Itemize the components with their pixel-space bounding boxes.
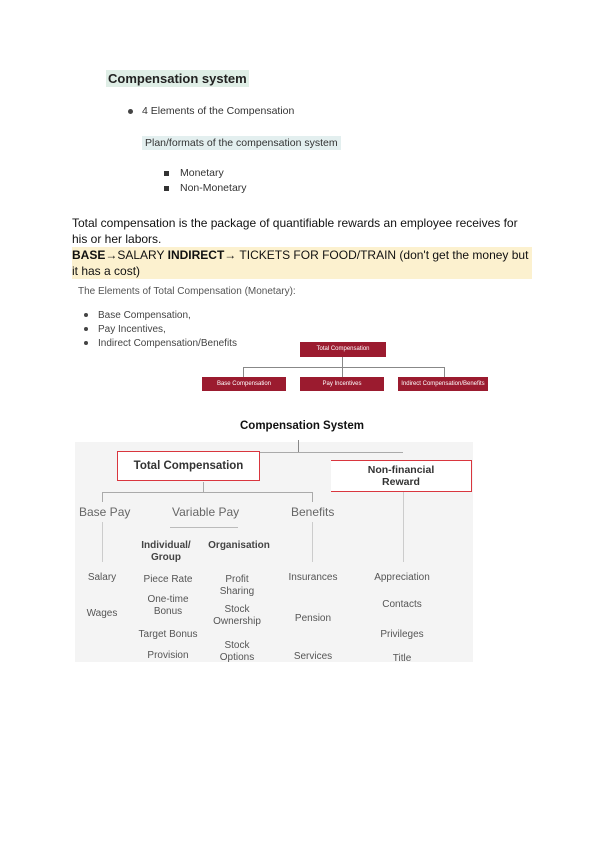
connector	[170, 527, 238, 528]
diagram-title: Compensation System	[240, 420, 364, 432]
item-appreciation: Appreciation	[374, 572, 430, 583]
item-title: Title	[392, 653, 412, 664]
connector	[312, 522, 313, 562]
connector	[403, 492, 404, 562]
item-salary: Salary	[87, 572, 117, 583]
connector	[243, 367, 244, 377]
connector	[342, 357, 343, 367]
connector	[243, 367, 444, 368]
sub-item-monetary: Monetary	[164, 167, 224, 179]
org-child-base: Base Compensation	[202, 377, 286, 391]
connector	[342, 367, 343, 377]
item-stock-options: Stock Options	[219, 640, 255, 663]
item-privileges: Privileges	[380, 629, 424, 640]
item-insurances: Insurances	[288, 572, 338, 583]
connector	[203, 482, 204, 492]
section-heading: Compensation system	[108, 71, 247, 86]
item-provision: Provision	[147, 650, 189, 661]
total-compensation-label: Total Compensation	[133, 460, 244, 472]
square-bullet-icon	[164, 186, 169, 191]
header-variable-pay: Variable Pay	[172, 505, 240, 519]
square-bullet-icon	[164, 171, 169, 176]
bullet-dot-icon	[84, 341, 88, 345]
item-wages: Wages	[86, 608, 118, 619]
item-piece-rate: Piece Rate	[143, 574, 193, 585]
item-one-time-bonus: One-time Bonus	[147, 594, 189, 617]
item-pension: Pension	[294, 613, 332, 624]
header-base-pay: Base Pay	[79, 505, 131, 519]
sub-item-non-monetary: Non-Monetary	[164, 182, 247, 194]
plan-label: Plan/formats of the compensation system	[142, 136, 341, 150]
subheader-individual-group: Individual/ Group	[141, 540, 191, 563]
header-benefits: Benefits	[291, 505, 335, 519]
highlighted-note: BASE→SALARY INDIRECT→ TICKETS FOR FOOD/TRAIN (don't get the money but it has a cost)	[72, 247, 532, 279]
connector	[444, 367, 445, 377]
element-item: Indirect Compensation/Benefits	[84, 338, 237, 349]
non-financial-box	[331, 460, 472, 492]
connector	[312, 492, 313, 502]
elements-heading: The Elements of Total Compensation (Monetary):	[78, 286, 296, 297]
item-target-bonus: Target Bonus	[138, 629, 198, 640]
element-item: Base Compensation,	[84, 310, 191, 321]
element-item: Pay Incentives,	[84, 324, 166, 335]
item-stock-ownership: Stock Ownership	[213, 604, 261, 627]
connector	[102, 522, 103, 562]
connector	[102, 492, 312, 493]
bullet-dot-icon	[84, 313, 88, 317]
subheader-organisation: Organisation	[208, 540, 270, 551]
org-child-incentives: Pay Incentives	[300, 377, 384, 391]
bullet-item: 4 Elements of the Compensation	[128, 105, 294, 117]
bullet-dot-icon	[84, 327, 88, 331]
non-financial-label: Non-financial Reward	[367, 464, 435, 488]
org-child-indirect: Indirect Compensation/Benefits	[398, 377, 488, 391]
total-compensation-box	[117, 451, 260, 481]
bullet-dot-icon	[128, 109, 133, 114]
item-contacts: Contacts	[382, 599, 422, 610]
connector	[298, 440, 299, 452]
connector	[102, 492, 103, 502]
item-services: Services	[293, 651, 333, 662]
definition-paragraph: Total compensation is the package of quantifiable rewards an employee receives for his or her labors.	[72, 216, 518, 246]
item-profit-sharing: Profit Sharing	[219, 574, 255, 597]
org-root-total-compensation: Total Compensation	[300, 342, 386, 357]
